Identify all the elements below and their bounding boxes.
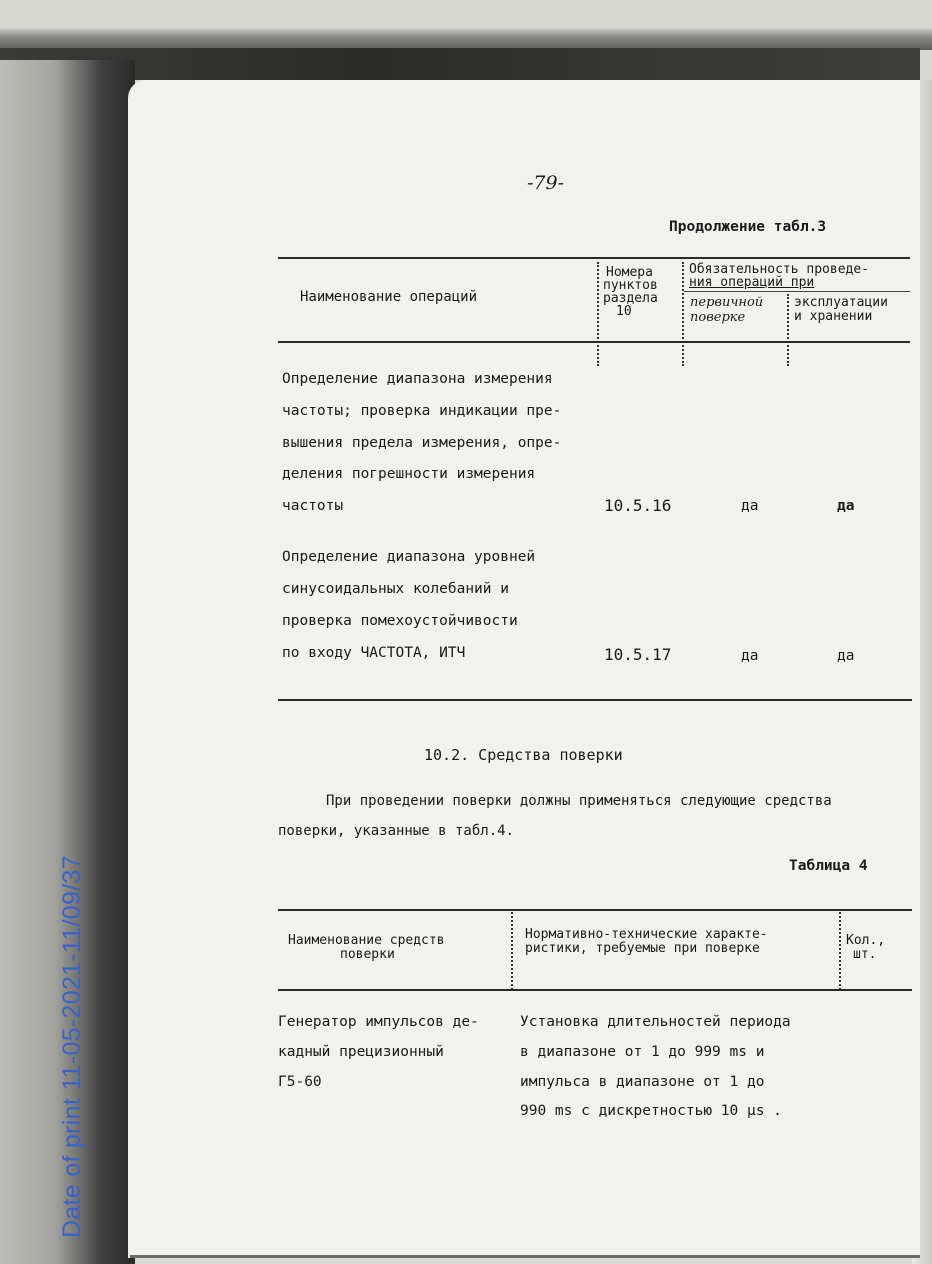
- table4-header-rule: [278, 989, 912, 991]
- print-date-watermark: Date of print 11-05-2021-11/09/37: [58, 855, 86, 1238]
- table3-row2-section: 10.5.17: [604, 645, 672, 664]
- table4-row1-spec-line4: 990 ms с дискретностью 10 µs .: [520, 1103, 782, 1119]
- table3-subheader-rule: [684, 291, 910, 292]
- table3-col-divider-3: [787, 294, 789, 366]
- table3-row2-line4: по входу ЧАСТОТА, ИТЧ: [282, 645, 466, 661]
- table3-caption: Продолжение табл.3: [669, 219, 827, 235]
- table4-header-name-2: поверки: [340, 947, 395, 962]
- table4-col-divider-1: [511, 912, 513, 990]
- table3-col-divider-2: [682, 262, 684, 366]
- table4-header-spec-1: Нормативно-технические характе-: [525, 927, 768, 942]
- table4-row1-name-line1: Генератор импульсов де-: [278, 1014, 479, 1030]
- table3-header-section-1: Номера: [606, 265, 653, 280]
- table4-header-spec-2: ристики, требуемые при поверке: [525, 941, 760, 956]
- table4-header-qty-2: шт.: [853, 947, 877, 962]
- table3-row1-line3: вышения предела измерения, опре-: [282, 435, 562, 451]
- table3-col-divider-1: [597, 262, 599, 366]
- scan-dark-band: [0, 48, 920, 80]
- table4-row1-spec-line3: импульса в диапазоне от 1 до: [520, 1074, 765, 1090]
- table3-row1-operation: да: [837, 498, 855, 514]
- table3-row1-section: 10.5.16: [604, 496, 672, 515]
- scan-top-band: [0, 28, 932, 50]
- table3-row1-line2: частоты; проверка индикации пре-: [282, 403, 562, 419]
- table3-header-section-2: пунктов: [603, 278, 658, 293]
- table4-top-rule: [278, 909, 912, 911]
- table3-row1-primary: да: [741, 498, 759, 514]
- table4-header-qty-1: Кол.,: [846, 933, 886, 948]
- table3-row2-primary: да: [741, 648, 759, 664]
- table3-header-obligation-1: Обязательность проведе-: [689, 262, 870, 277]
- paper-bottom-edge: [130, 1255, 920, 1258]
- table3-header-obligation-2: ния операций при: [689, 275, 815, 290]
- table3-row2-line3: проверка помехоустойчивости: [282, 613, 518, 629]
- page-number: -79-: [527, 172, 565, 194]
- table3-header-operation: Наименование операций: [300, 289, 478, 305]
- table3-header-operation-use-1: эксплуатации: [794, 295, 888, 310]
- table4-header-name-1: Наименование средств: [288, 933, 445, 948]
- table3-top-rule: [278, 257, 910, 259]
- table4-col-divider-2: [839, 912, 841, 990]
- table3-header-section-3: раздела: [603, 291, 658, 306]
- table4-caption: Таблица 4: [789, 858, 868, 874]
- table3-row2-operation: да: [837, 648, 855, 664]
- section-heading: 10.2. Средства поверки: [424, 746, 623, 764]
- table3-row2-line1: Определение диапазона уровней: [282, 549, 536, 565]
- table3-row1-line4: деления погрешности измерения: [282, 466, 536, 482]
- table3-header-primary-2: поверке: [690, 310, 746, 325]
- table3-header-rule: [278, 341, 910, 343]
- table3-header-operation-use-2: и хранении: [794, 309, 873, 324]
- table3-header-primary-1: первичной: [690, 295, 764, 310]
- table3-header-section-4: 10: [616, 304, 632, 319]
- section-paragraph-line1: При проведении поверки должны применяться следующие средства: [326, 793, 832, 809]
- table3-row1-line5: частоты: [282, 498, 344, 514]
- section-paragraph-line2: поверки, указанные в табл.4.: [278, 823, 515, 839]
- table3-row1-line1: Определение диапазона измерения: [282, 371, 553, 387]
- table4-row1-name-line3: Г5-60: [278, 1074, 322, 1090]
- table4-row1-spec-line2: в диапазоне от 1 до 999 ms и: [520, 1044, 765, 1060]
- table3-bottom-rule: [278, 699, 912, 701]
- table4-row1-spec-line1: Установка длительностей периода: [520, 1014, 791, 1030]
- table4-row1-name-line2: кадный прецизионный: [278, 1044, 444, 1060]
- table3-row2-line2: синусоидальных колебаний и: [282, 581, 509, 597]
